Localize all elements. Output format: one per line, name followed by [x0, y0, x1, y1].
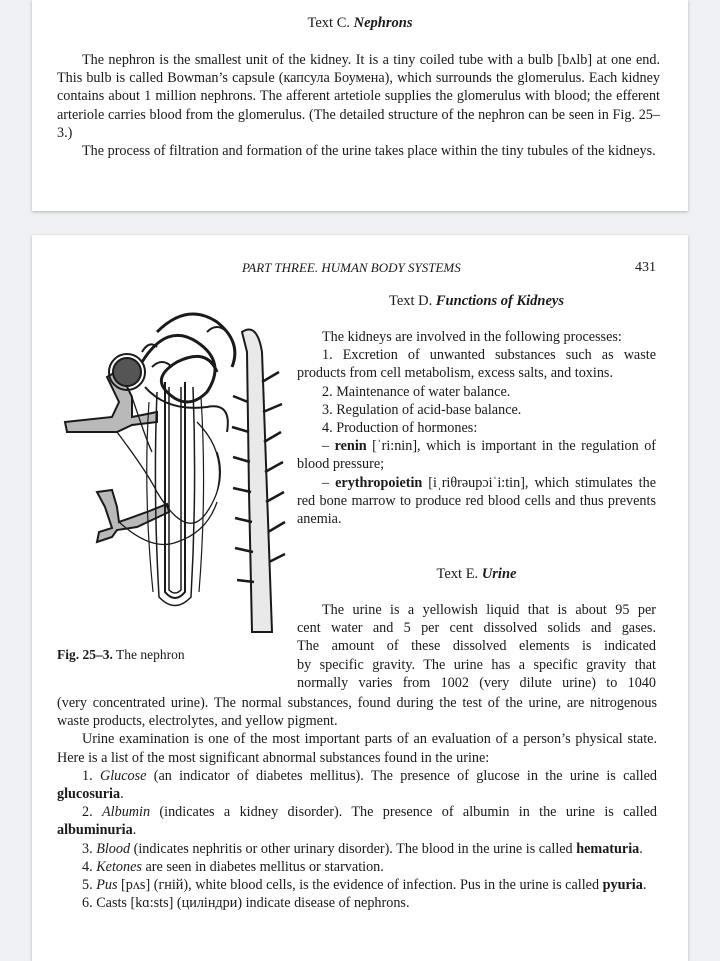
paragraph: (very concentrated urine). The normal substances, found during the test of the urine, are nitrogenous waste products, electrolytes, and yellow pigment. [57, 695, 657, 730]
page-431 [32, 235, 688, 961]
list-item: 2. Maintenance of water balance. [322, 383, 511, 400]
list-item: – erythropoietin [iˌriθrəupɔiˈi:tin], which stimulates the red bone marrow to produce red blood cells and thus prevents anemia. [297, 474, 656, 528]
text-e-continued [57, 694, 657, 912]
paragraph: The nephron is the smallest unit of the kidney. It is a tiny coiled tube with a bulb [bʌlb] at one end. This bulb is called Bowman’s capsule (капсула Боумена), which surrounds the glomerulus. Each kidney contains about 1 million nephrons. The afferent artetiole supplies the glomerulus with blood; the efferent arteriole carries blood from the glomerulus. (The detailed structure of the nephron can be seen in Fig. 25–3.) [57, 52, 660, 141]
collecting-duct [242, 330, 272, 633]
list-item: 2. Albumin (indicates a kidney disorder). The presence of albumin in the urine is called albuminuria. [57, 804, 658, 839]
text-line: The amount of these dissolved elements is indicated [297, 638, 656, 655]
page-top [32, 0, 688, 211]
paragraph: The kidneys are involved in the following processes: [322, 329, 622, 345]
list-item: 1. Excretion of unwanted substances such as waste products from cell metabolism, excess salts, and toxins. [297, 347, 656, 382]
abnormal-substances-list [57, 767, 657, 913]
glomerulus [113, 358, 141, 386]
efferent-vessel [97, 490, 169, 542]
list-item: 6. Casts [kɑ:sts] (циліндри) indicate disease of nephrons. [82, 895, 410, 912]
running-header-title: PART THREE. HUMAN BODY SYSTEMS [242, 260, 461, 275]
list-item: 3. Regulation of acid-base balance. [322, 401, 522, 418]
text-line: cent water and 5 per cent dissolved solids and gases. [297, 620, 656, 637]
paragraph: Urine examination is one of the most important parts of an evaluation of a person’s physical state. Here is a list of the most significant abnormal substances found in the urine: [57, 731, 657, 766]
section-title-text-c: Text C. Nephrons [307, 15, 413, 31]
list-item: 3. Blood (indicates nephritis or other urinary disorder). The blood in the urine is called hematuria. [82, 840, 643, 857]
loop-of-henle [165, 382, 185, 598]
list-item: 1. Glucose (an indicator of diabetes mellitus). The presence of glucose in the urine is called glucosuria. [57, 767, 657, 803]
text-d [297, 293, 656, 528]
section-title-text-e: Text E. Urine [436, 566, 517, 582]
text-c-body [57, 51, 660, 160]
list-item: 4. Ketones are seen in diabetes mellitus or starvation. [82, 858, 384, 875]
nephron-figure [57, 292, 297, 642]
list-item: – renin [ˈri:nin], which is important in the regulation of blood pressure; [297, 438, 657, 473]
page-number: 431 [635, 260, 656, 275]
text-line: normally varies from 1002 (very dilute urine) to 1040 [297, 674, 656, 691]
text-line: The urine is a yellowish liquid that is about 95 per [322, 602, 656, 618]
text-e [297, 566, 656, 692]
text-line: by specific gravity. The urine has a specific gravity that [297, 656, 656, 673]
list-item: 5. Pus [pʌs] (гній), white blood cells, is the evidence of infection. Pus in the urine is called pyuria. [82, 877, 647, 894]
list-item: 4. Production of hormones: [322, 420, 478, 437]
figure-caption: Fig. 25–3. The nephron [57, 647, 185, 662]
section-title-text-d: Text D. Functions of Kidneys [388, 293, 564, 309]
paragraph: The process of filtration and formation of the urine takes place within the tiny tubules of the kidneys. [82, 143, 656, 160]
